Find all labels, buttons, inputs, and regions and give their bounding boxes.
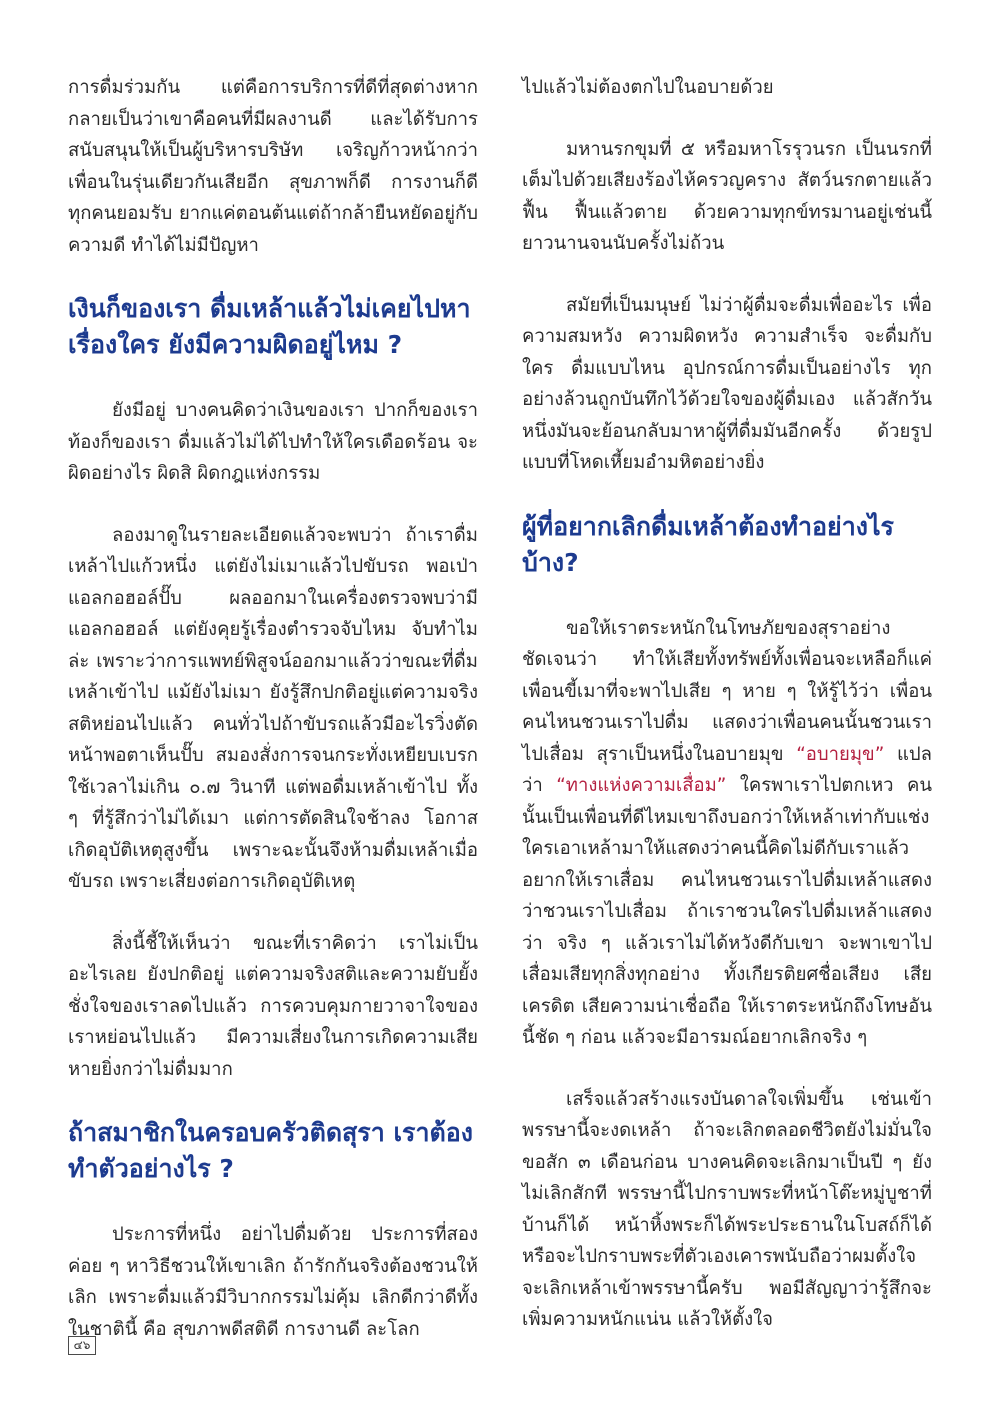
paragraph: ประการที่หนึ่ง อย่าไปดื่มด้วย ประการที่สองค่อย ๆ หาวิธีชวนให้เขาเลิก ถ้ารักกันจริงต้องชวนให้เลิก เพราะดื่มแล้วมีวิบากกรรมไม่คุ้ม เลิกดีกว่าดีทั้งในชาตินี้ คือ สุขภาพดีสติดี การงานดี ละโลก [68,1224,478,1340]
paragraph-with-terms [522,613,932,1054]
text-run: ใครพาเราไปตกเหว คนนั้นเป็นเพื่อนที่ดีไหมเขาถึงบอกว่าให้เหล้าเท่ากับแช่ง ใครเอาเหล้ามาให้แสดงว่าคนนี้คิดไม่ดีกับเราแล้ว อยากให้เราเสื่อม คนไหนชวนเราไปดื่มเหล้าแสดงว่าชวนเราไปเสื่อม ถ้าเราชวนใครไปดื่มเหล้าแสดงว่า จริง ๆ แล้วเราไม่ได้หวังดีกับเขา จะพาเขาไปเสื่อมเสียทุกสิ่งทุกอย่าง ทั้งเกียรติยศชื่อเสียง เสียเครดิต เสียความน่าเชื่อถือ ให้เราตระหนักถึงโทษอันนี้ชัด ๆ ก่อน แล้วจะมีอารมณ์อยากเลิกจริง ๆ [522,775,932,1048]
paragraph-intro: การดื่มร่วมกัน แต่คือการบริการที่ดีที่สุดต่างหาก กลายเป็นว่าเขาคือคนที่มีผลงานดี และได้รับการสนับสนุนให้เป็นผู้บริหารบริษัท เจริญก้าวหน้ากว่าเพื่อนในรุ่นเดียวกันเสียอีก สุขภาพก็ดี การงานก็ดี ทุกคนยอมรับ ยากแค่ตอนต้นแต่ถ้ากล้ายืนหยัดอยู่กับความดี ทำได้ไม่มีปัญหา [68,77,478,256]
right-column [522,72,932,1366]
paragraph: ลองมาดูในรายละเอียดแล้วจะพบว่า ถ้าเราดื่มเหล้าไปแก้วหนึ่ง แต่ยังไม่เมาแล้วไปขับรถ พอเป่าแอลกอฮอล์ปั๊บ ผลออกมาในเครื่องตรวจพบว่ามีแอลกอฮอล์ แต่ยังคุยรู้เรื่องตำรวจจับไหม จับทำไมล่ะ เพราะว่าการแพทย์พิสูจน์ออกมาแล้วว่าขณะที่ดื่มเหล้าเข้าไป แม้ยังไม่เมา ยังรู้สึกปกติอยู่แต่ความจริงสติหย่อนไปแล้ว คนทั่วไปถ้าขับรถแล้วมีอะไรวิ่งตัดหน้าพอตาเห็นปั๊บ สมองสั่งการจนกระทั่งเหยียบเบรกใช้เวลาไม่เกิน ๐.๗ วินาที แต่พอดื่มเหล้าเข้าไป ทั้ง ๆ ที่รู้สึกว่าไม่ได้เมา แต่การตัดสินใจช้าลง โอกาสเกิดอุบัติเหตุสูงขึ้น เพราะฉะนั้นจึงห้ามดื่มเหล้าเมื่อขับรถ เพราะเสี่ยงต่อการเกิดอุบัติเหตุ [68,524,478,892]
term-apayamuk: “อบายมุข” [796,743,885,765]
paragraph-continued: ไปแล้วไม่ต้องตกไปในอบายด้วย [522,77,774,98]
text-run: แปลว่า [522,743,932,796]
section-heading-quit-drinking: ผู้ที่อยากเลิกดื่มเหล้าต้องทำอย่างไรบ้าง? [522,511,894,577]
term-path-of-decline: “ทางแห่งความเสื่อม” [556,775,727,796]
paragraph: มหานรกขุมที่ ๕ หรือมหาโรรุวนรก เป็นนรกที่เต็มไปด้วยเสียงร้องไห้ครวญคราง สัตว์นรกตายแล้วฟื้น ฟื้นแล้วตาย ด้วยความทุกข์ทรมานอยู่เช่นนี้ ยาวนานจนนับครั้งไม่ถ้วน [522,138,932,254]
section-heading-own-money: เงินก็ของเรา ดื่มเหล้าแล้วไม่เคยไปหาเรื่องใคร ยังมีความผิดอยู่ไหม ? [68,294,471,359]
section-heading-family-member: ถ้าสมาชิกในครอบครัวติดสุรา เราต้องทำตัวอย่างไร ? [68,1118,473,1183]
paragraph: สมัยที่เป็นมนุษย์ ไม่ว่าผู้ดื่มจะดื่มเพื่ออะไร เพื่อความสมหวัง ความผิดหวัง ความสำเร็จ จะดื่มกับใคร ดื่มแบบไหน อุปกรณ์การดื่มเป็นอย่างไร ทุกอย่างล้วนถูกบันทึกไว้ด้วยใจของผู้ดื่มเอง แล้วสักวันหนึ่งมันจะย้อนกลับมาหาผู้ที่ดื่มมันอีกครั้ง ด้วยรูปแบบที่โหดเหี้ยมอำมหิตอย่างยิ่ง [522,294,932,473]
left-column [68,72,478,1375]
text-run: ขอให้เราตระหนักในโทษภัยของสุราอย่างชัดเจนว่า ทำให้เสียทั้งทรัพย์ทั้งเพื่อนจะเหลือก็แค่เพื่อนขี้เมาที่จะพาไปเสีย ๆ หาย ๆ ให้รู้ไว้ว่า เพื่อนคนไหนชวนเราไปดื่ม แสดงว่าเพื่อนคนนั้นชวนเราไปเสื่อม สุราเป็นหนึ่งในอบายมุข [522,617,932,765]
paragraph: ยังมีอยู่ บางคนคิดว่าเงินของเรา ปากก็ของเรา ท้องก็ของเรา ดื่มแล้วไม่ได้ไปทำให้ใครเดือดร้อน จะผิดอย่างไร ผิดสิ ผิดกฎแห่งกรรม [68,400,478,484]
paragraph: เสร็จแล้วสร้างแรงบันดาลใจเพิ่มขึ้น เช่นเข้าพรรษานี้จะงดเหล้า ถ้าจะเลิกตลอดชีวิตยังไม่มั่นใจขอสัก ๓ เดือนก่อน บางคนคิดจะเลิกมาเป็นปี ๆ ยังไม่เลิกสักที พรรษานี้ไปกราบพระที่หน้าโต๊ะหมู่บูชาที่บ้านก็ได้ หน้าหิ้งพระก็ได้พระประธานในโบสถ์ก็ได้ หรือจะไปกราบพระที่ตัวเองเคารพนับถือว่าผมตั้งใจจะเลิกเหล้าเข้าพรรษานี้ครับ พอมีสัญญาว่ารู้สึกจะเพิ่มความหนักแน่น แล้วให้ตั้งใจ [522,1088,932,1330]
page-number: ๔๖ [68,1336,96,1355]
paragraph: สิ่งนี้ชี้ให้เห็นว่า ขณะที่เราคิดว่า เราไม่เป็นอะไรเลย ยังปกติอยู่ แต่ความจริงสติและความยับยั้งชั่งใจของเราลดไปแล้ว การควบคุมกายวาจาใจของเราหย่อนไปแล้ว มีความเสี่ยงในการเกิดความเสียหายยิ่งกว่าไม่ดื่มมาก [68,932,478,1080]
